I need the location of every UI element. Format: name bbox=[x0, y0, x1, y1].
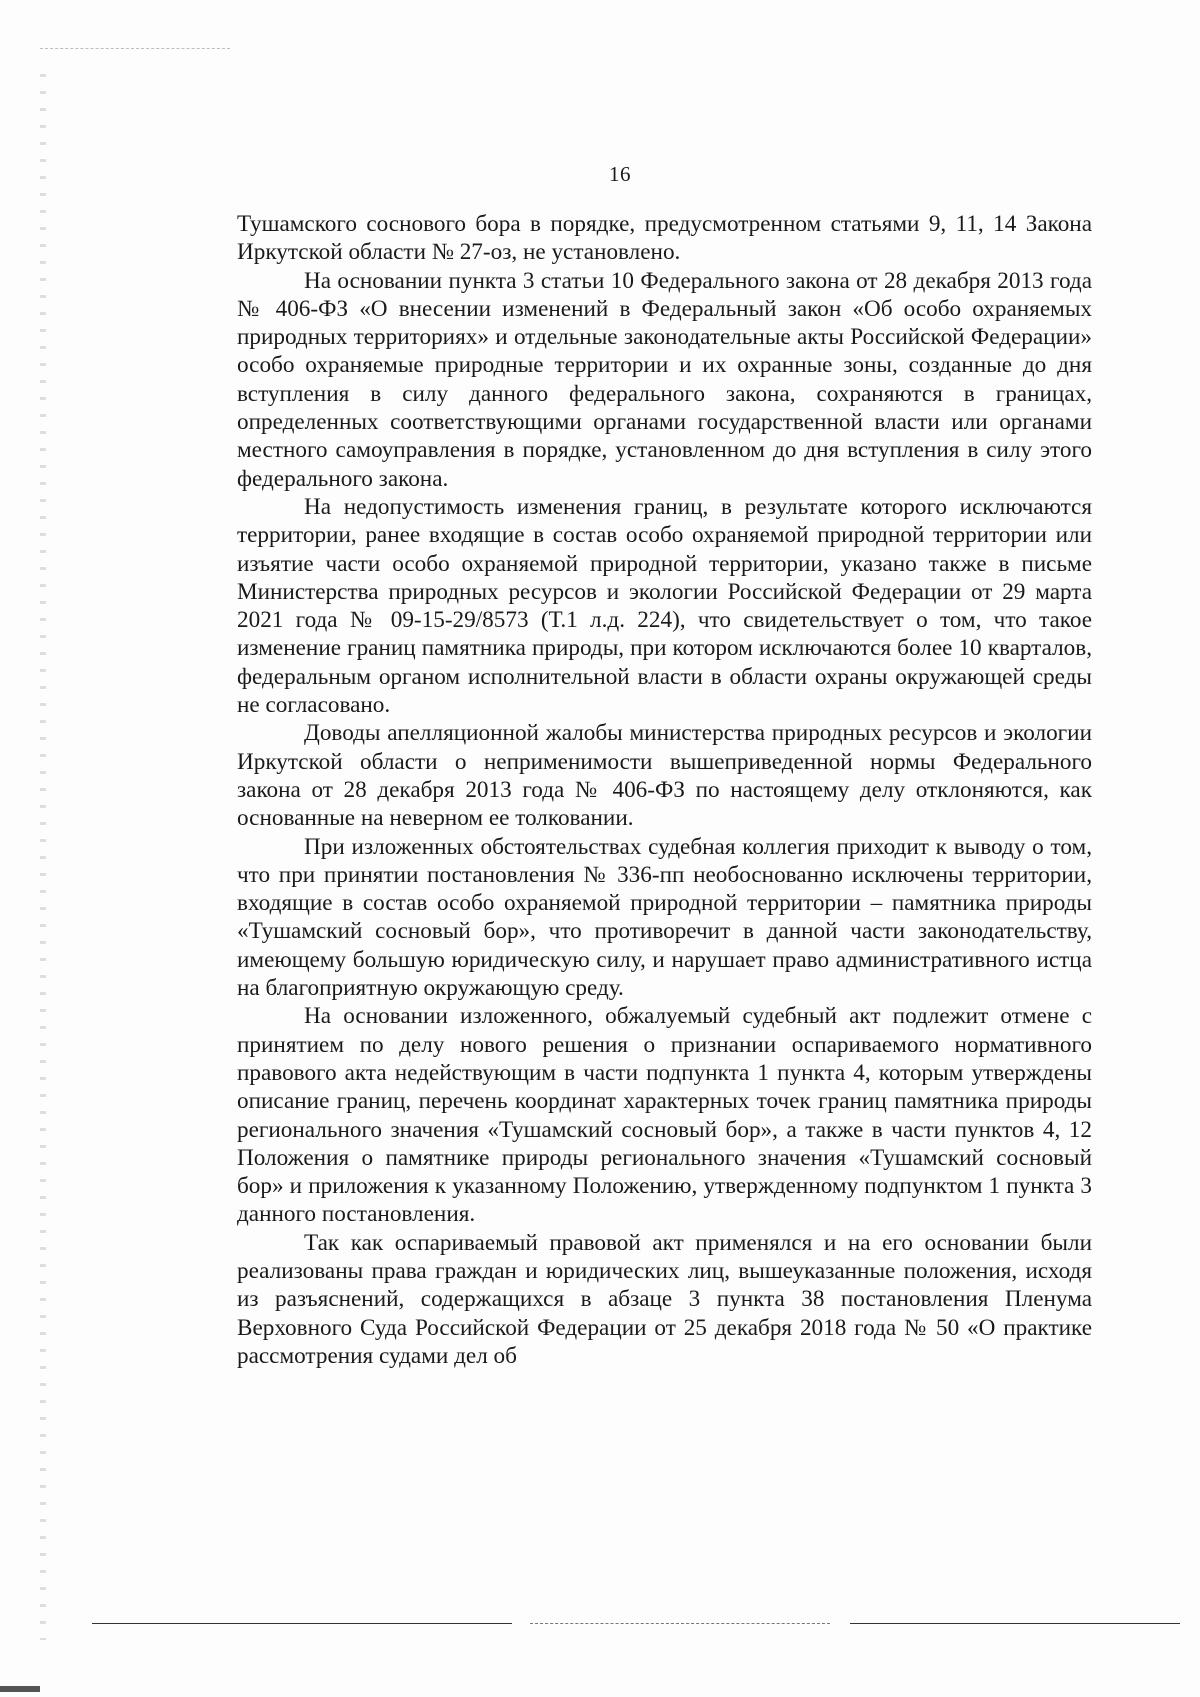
paragraph-continuation: Тушамского соснового бора в порядке, предусмотренном статьями 9, 11, 14 Закона Иркутской области № 27-оз, не установлено. bbox=[237, 211, 1092, 266]
scan-artifact-left-edge bbox=[40, 60, 46, 1640]
paragraph: На основании пункта 3 статьи 10 Федерального закона от 28 декабря 2013 года № 406-ФЗ «О внесении изменений в Федеральный закон «Об особо охраняемых природных территориях» и отдельные законодательные акты Российской Федерации» особо охраняемые природные территории и их охранные зоны, созданные до дня вступления в силу данного федерального закона, сохраняются в границах, определенных соответствующими органами государственной власти или органами местного самоуправления в порядке, установленном до дня вступления в силу этого федерального закона. bbox=[237, 267, 1092, 492]
paragraph: На основании изложенного, обжалуемый судебный акт подлежит отмене с принятием по делу нового решения о признании оспариваемого нормативного правового акта недействующим в части подпункта 1 пункта 4, которым утверждены описание границ, перечень координат характерных точек границ памятника природы регионального значения «Тушамский сосновый бор», а также в части пунктов 4, 12 Положения о памятнике природы регионального значения «Тушамский сосновый бор» и приложения к указанному Положению, утвержденному подпунктом 1 пункта 3 данного постановления. bbox=[237, 1003, 1092, 1228]
paragraph: Доводы апелляционной жалобы министерства природных ресурсов и экологии Иркутской области о неприменимости вышеприведенной нормы Федерального закона от 28 декабря 2013 года № 406-ФЗ по настоящему делу отклоняются, как основанные на неверном ее толковании. bbox=[237, 720, 1092, 832]
paragraph: Так как оспариваемый правовой акт применялся и на его основании были реализованы права граждан и юридических лиц, вышеуказанные положения, исходя из разъяснений, содержащихся в абзаце 3 пункта 38 постановления Пленума Верховного Суда Российской Федерации от 25 декабря 2018 года № 50 «О практике рассмотрения судами дел об bbox=[237, 1229, 1092, 1369]
paragraph: При изложенных обстоятельствах судебная коллегия приходит к выводу о том, что при принятии постановления № 336-пп необоснованно исключены территории, входящие в состав особо охраняемой природной территории – памятника природы «Тушамский сосновый бор», что противоречит в данной части законодательству, имеющему большую юридическую силу, и нарушает право административного истца на благоприятную окружающую среду. bbox=[237, 833, 1092, 1002]
paragraph: На недопустимость изменения границ, в результате которого исключаются территории, ранее входящие в состав особо охраняемой природной территории или изъятие части особо охраняемой природной территории, указано также в письме Министерства природных ресурсов и экологии Российской Федерации от 29 марта 2021 года № 09-15-29/8573 (Т.1 л.д. 224), что свидетельствует о том, что такое изменение границ памятника природы, при котором исключаются более 10 кварталов, федеральным органом исполнительной власти в области охраны окружающей среды не согласовано. bbox=[237, 493, 1092, 719]
footer-rule-left bbox=[92, 1623, 512, 1624]
footer-rule-right bbox=[850, 1623, 1180, 1624]
page-number: 16 bbox=[609, 162, 631, 186]
footer-rule-middle bbox=[530, 1623, 830, 1624]
scan-artifact-corner bbox=[0, 1686, 40, 1692]
document-body bbox=[237, 210, 1092, 1370]
scan-artifact-top bbox=[40, 48, 230, 49]
